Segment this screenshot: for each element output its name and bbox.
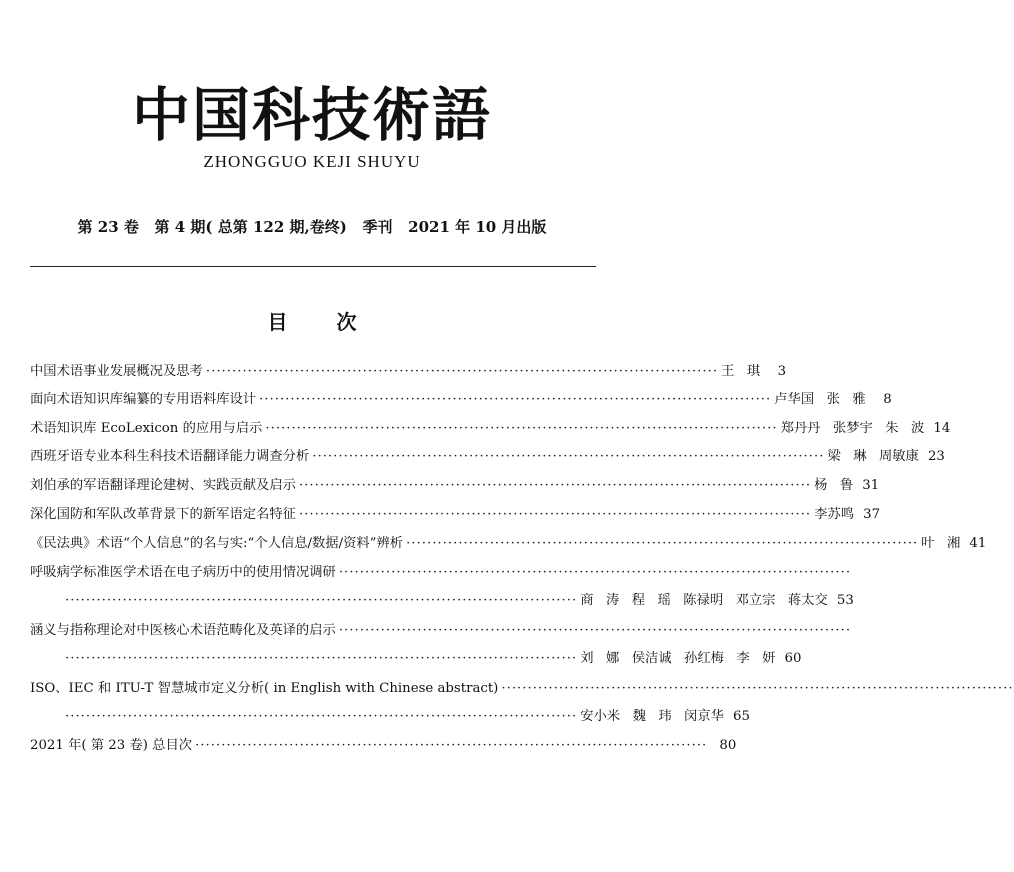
toc-entry-title: 呼吸病学标准医学术语在电子病历中的使用情况调研 — [30, 565, 336, 580]
toc-entry-page: 65 — [733, 709, 750, 724]
dot-leader: ·································································································· — [501, 681, 1014, 696]
dot-leader: ·································································································· — [338, 565, 852, 580]
toc-entry[interactable] — [30, 446, 945, 468]
dot-leader: ·································································································· — [298, 507, 812, 522]
toc-entry-authors: 王 琪 — [721, 364, 761, 379]
toc-entry-title: 刘伯承的军语翻译理论建树、实践贡献及启示 — [30, 478, 296, 493]
toc-entry-title: 深化国防和军队改革背景下的新军语定名特征 — [30, 507, 296, 522]
toc-entry-title: 《民法典》术语“个人信息”的名与实:“个人信息/数据/资料”辨析 — [30, 536, 404, 551]
toc-entry-authors: 梁 琳 周敏康 — [827, 449, 919, 464]
toc-entry[interactable] — [30, 475, 880, 497]
toc-entry-authors: 刘 娜 侯洁诚 孙红梅 李 妍 — [580, 651, 776, 666]
toc-entry-title: 西班牙语专业本科生科技术语翻译能力调查分析 — [30, 449, 310, 464]
toc-entry-continuation[interactable] — [62, 706, 750, 728]
toc-entry-page: 14 — [933, 421, 951, 436]
toc-entry-title: 面向术语知识库编纂的专用语料库设计 — [30, 392, 257, 407]
toc-entry[interactable] — [30, 361, 787, 383]
toc-entry-page: 60 — [784, 651, 802, 666]
dot-leader: ·································································································· — [338, 623, 852, 638]
toc-entry[interactable] — [30, 504, 881, 526]
toc-entry[interactable] — [30, 533, 987, 555]
toc-heading: 目 次 — [267, 310, 357, 334]
toc-entry-authors: 杨 鲁 — [814, 478, 854, 493]
dot-leader: ·································································································· — [205, 364, 719, 379]
toc-entry-page: 80 — [719, 738, 737, 753]
toc-entry-title: 中国术语事业发展概况及思考 — [30, 364, 203, 379]
toc-entry-page: 3 — [777, 364, 787, 379]
toc-entry-continuation[interactable] — [62, 648, 802, 670]
toc-entry-authors: 郑丹丹 张梦宇 朱 波 — [780, 421, 925, 436]
toc-entry-authors: 安小米 魏 玮 闵京华 — [580, 709, 724, 724]
journal-title-pinyin: ZHONGGUO KEJI SHUYU — [203, 152, 421, 171]
toc-entry-page: 37 — [863, 507, 881, 522]
toc-entry[interactable] — [30, 620, 852, 642]
toc-entry-authors: 商 涛 程 瑶 陈禄明 邓立宗 蒋太交 — [580, 593, 828, 608]
dot-leader: ·································································································· — [312, 449, 825, 464]
toc-entry-page: 41 — [969, 536, 987, 551]
dot-leader: ·································································································· — [65, 593, 578, 608]
toc-entry-authors: 李苏鸣 — [814, 507, 855, 522]
toc-entry[interactable] — [30, 389, 892, 411]
toc-entry-authors: 卢华国 张 雅 — [774, 392, 866, 407]
toc-entry[interactable] — [30, 418, 951, 440]
dot-leader: ·································································································· — [265, 421, 778, 436]
toc-entry[interactable] — [30, 678, 1014, 700]
dot-leader: ·································································································· — [298, 478, 812, 493]
dot-leader: ·································································································· — [65, 709, 578, 724]
dot-leader: ·································································································· — [195, 738, 708, 753]
toc-entry-page: 23 — [927, 449, 945, 464]
toc-entry-authors: 叶 湘 — [921, 536, 961, 551]
toc-entry-page: 8 — [883, 392, 892, 407]
header-divider — [30, 266, 596, 267]
dot-leader: ·································································································· — [406, 536, 919, 551]
dot-leader: ·································································································· — [259, 392, 772, 407]
toc-entry[interactable] — [30, 735, 737, 757]
dot-leader: ·································································································· — [65, 651, 578, 666]
toc-entry-page: 53 — [836, 593, 854, 608]
toc-entry-title: 术语知识库 EcoLexicon 的应用与启示 — [30, 421, 263, 436]
toc-entry-continuation[interactable] — [62, 590, 854, 612]
toc-entry-title: ISO、IEC 和 ITU-T 智慧城市定义分析( in English with Chinese abstract) — [30, 681, 499, 696]
toc-entry[interactable] — [30, 562, 852, 584]
toc-entry-title: 2021 年( 第 23 卷) 总目次 — [30, 738, 193, 753]
journal-title-chinese: 中国科技術語 — [131, 81, 492, 149]
toc-entry-page: 31 — [862, 478, 880, 493]
toc-entry-title: 涵义与指称理论对中医核心术语范畴化及英译的启示 — [30, 623, 336, 638]
issue-info: 第 23 卷 第 4 期( 总第 122 期,卷终) 季刊 2021 年 10 月出版 — [77, 218, 547, 236]
